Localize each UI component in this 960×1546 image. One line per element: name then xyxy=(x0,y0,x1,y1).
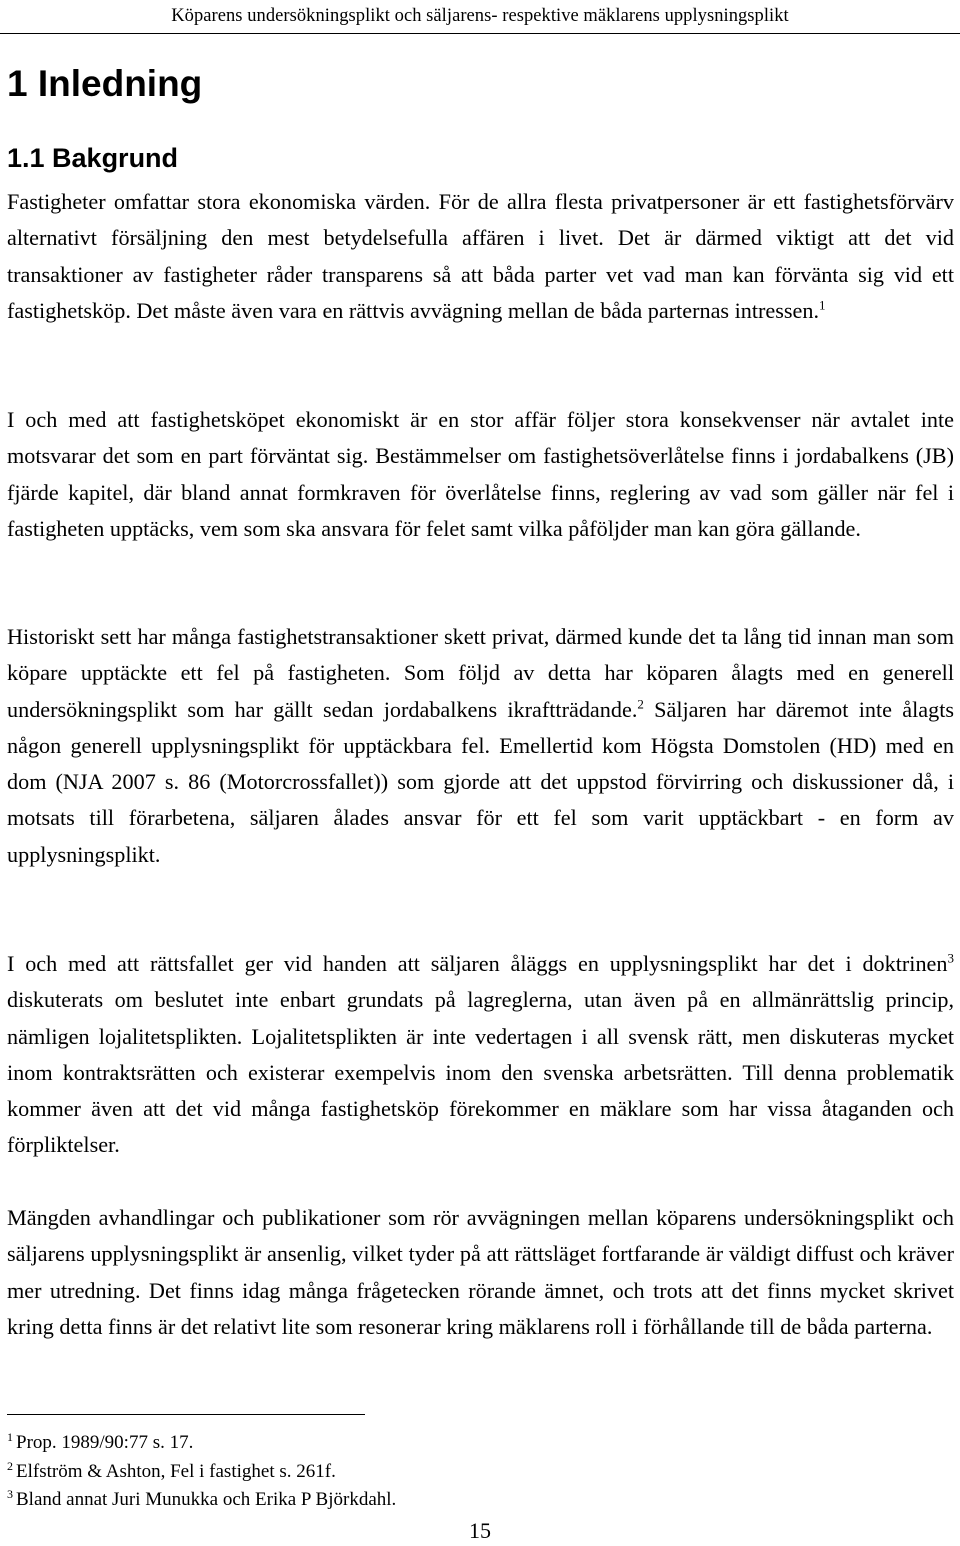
footnote-1 xyxy=(7,1429,194,1454)
footnote-ref-3[interactable]: 3 xyxy=(947,950,954,966)
footnote-2-number: 2 xyxy=(7,1458,13,1473)
paragraph-3 xyxy=(7,619,954,873)
footnote-3 xyxy=(7,1486,397,1511)
paragraph-4 xyxy=(7,946,954,1164)
paragraph-4-text-b: diskuterats om beslutet inte enbart grundats på lagreglerna, utan även på en allmänrättslig princip, nämligen lojalitetsplikten. Lojalitetsplikten är inte vedertagen i all svensk rätt, men diskuteras mycket inom kontraktsrätten och existerar exempelvis inom den svenska arbetsrätten. Till denna problematik kommer även att det vid många fastighetsköp förekommer en mäklare som har vissa åtaganden och förpliktelser. xyxy=(7,987,954,1158)
running-header: Köparens undersökningsplikt och säljarens- respektive mäklarens upplysningsplikt xyxy=(171,6,789,26)
paragraph-3-text-a: Historiskt sett har många fastighetstransaktioner skett privat, därmed kunde det ta lång tid innan man som köpare upptäckte ett fel på fastigheten. Som följd av detta har köparen ålagts med en generell undersökningsplikt som har gällt sedan jordabalkens ikraftträdande. xyxy=(7,624,954,722)
section-title: 1.1 Bakgrund xyxy=(7,143,179,173)
paragraph-1-text: Fastigheter omfattar stora ekonomiska värden. För de allra flesta privatpersoner är ett fastighetsförvärv alternativt försäljning den mest betydelsefulla affären i livet. Det är därmed viktigt att det vid transaktioner av fastigheter råder transparens så att båda parter vet vad man kan förvänta sig vid ett fastighetsköp. Det måste även vara en rättvis avvägning mellan de båda parternas intressen. xyxy=(7,189,954,323)
footnote-2 xyxy=(7,1458,336,1483)
paragraph-1 xyxy=(7,184,954,329)
footnote-3-text: Bland annat Juri Munukka och Erika P Björkdahl. xyxy=(16,1489,397,1510)
footnote-2-text: Elfström & Ashton, Fel i fastighet s. 261f. xyxy=(16,1461,336,1482)
paragraph-3-text-b: Säljaren har däremot inte ålagts någon generell upplysningsplikt för upptäckbara fel. Emellertid kom Högsta Domstolen (HD) med en dom (NJA 2007 s. 86 (Motorcrossfallet)) som gjorde att det uppstod förvirring och diskussioner då, i motsats till förarbetena, säljaren ålades ansvar för ett fel som varit upptäckbart - en form av upplysningsplikt. xyxy=(7,696,954,867)
footnote-3-number: 3 xyxy=(7,1486,13,1501)
page-number: 15 xyxy=(469,1518,491,1543)
paragraph-5: Mängden avhandlingar och publikationer som rör avvägningen mellan köparens undersökningsplikt och säljarens upplysningsplikt är ansenlig, vilket tyder på att rättsläget fortfarande är väldigt diffust och kräver mer utredning. Det finns idag många frågetecken rörande ämnet, och trots att det finns mycket skrivet kring detta finns är det relativt lite som resonerar kring mäklarens roll i förhållande till de båda parterna. xyxy=(7,1205,954,1339)
footnote-1-text: Prop. 1989/90:77 s. 17. xyxy=(16,1432,194,1453)
footnote-separator xyxy=(7,1414,365,1415)
footnote-ref-2[interactable]: 2 xyxy=(637,696,644,712)
paragraph-2: I och med att fastighetsköpet ekonomiskt är en stor affär följer stora konsekvenser när avtalet inte motsvarar det som en part förväntat sig. Bestämmelser om fastighetsöverlåtelse finns i jordabalkens (JB) fjärde kapitel, där bland annat formkraven för överlåtelse finns, reglering av vad som gäller när fel i fastigheten upptäcks, vem som ska ansvara för felet samt vilka påföljder man kan göra gällande. xyxy=(7,407,954,541)
footnote-1-number: 1 xyxy=(7,1429,13,1444)
footnote-ref-1[interactable]: 1 xyxy=(819,297,826,313)
header-rule xyxy=(0,33,960,34)
chapter-title: 1 Inledning xyxy=(7,63,203,104)
paragraph-4-text-a: I och med att rättsfallet ger vid handen att säljaren åläggs en upplysningsplikt har det i doktrinen xyxy=(7,951,948,976)
